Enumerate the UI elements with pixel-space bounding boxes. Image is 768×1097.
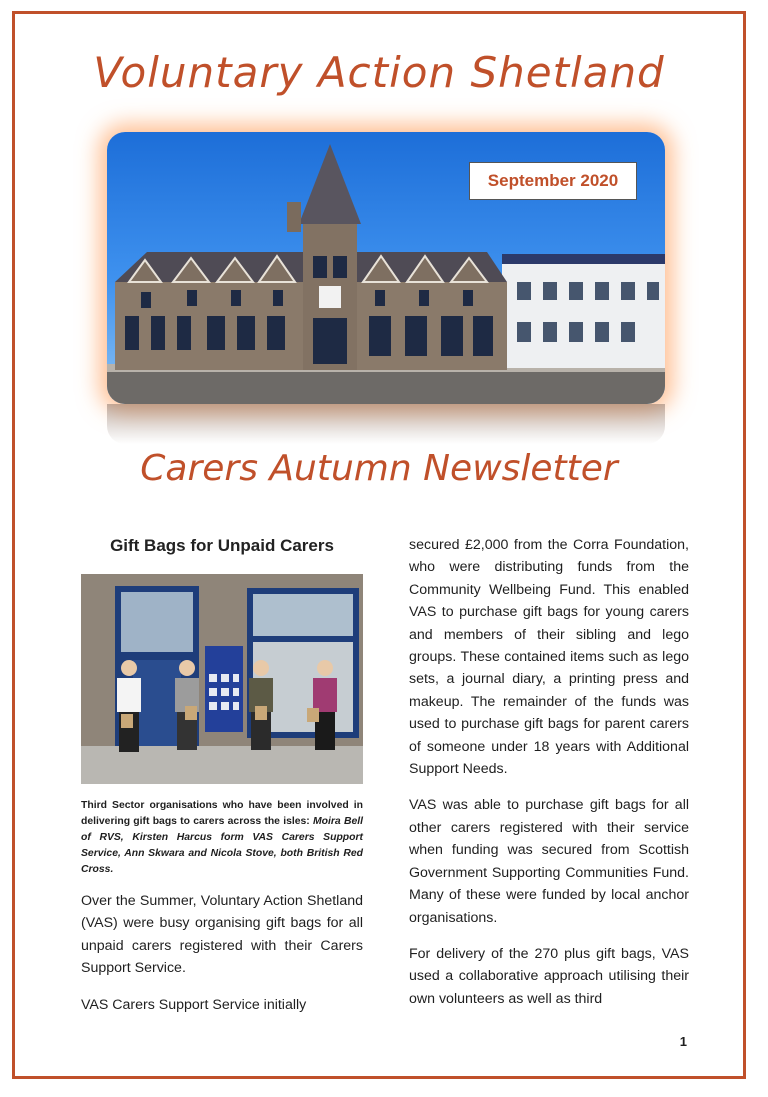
left-column [81,536,363,1030]
newsletter-subtitle: Carers Autumn Newsletter [140,448,618,489]
masthead-title: Voluntary Action Shetland [93,48,665,97]
issue-date-label: September 2020 [469,162,637,200]
right-paragraph-2: VAS was able to purchase gift bags for all other carers registered with their service when funding was secured from Scottish Government Supporting Communities Fund. Many of these were funded by local anchor organisations. [409,797,689,926]
volunteers-illustration [81,574,363,784]
hero-reflection [107,404,665,444]
article-title: Gift Bags for Unpaid Carers [110,536,334,555]
caption-text: Third Sector organisations who have been involved in delivering gift bags to carers across the isles: [81,800,363,827]
page-number: 1 [679,1034,687,1049]
photo-caption [81,798,363,878]
right-paragraph-3: For delivery of the 270 plus gift bags, VAS used a collaborative approach utilising their own volunteers as well as third [409,945,689,1007]
right-column [409,534,689,1024]
left-paragraph-1: Over the Summer, Voluntary Action Shetland (VAS) were busy organising gift bags for all unpaid carers registered with their Carers Support Service. [81,893,363,977]
right-paragraph-1: secured £2,000 from the Corra Foundation, who were distributing funds from the Community Wellbeing Fund. This enabled VAS to purchase gift bags for young carers and members of their sibling and lego groups. These contained items such as lego sets, a journal diary, a printing press and makeup. The remainder of the funds was used to purchase gift bags for parent carers of someone under 18 years with Additional Support Needs. [409,537,689,778]
page-frame [12,11,746,1079]
left-paragraph-2: VAS Carers Support Service initially [81,996,307,1013]
caption-names: Moira Bell of RVS, Kirsten Harcus form VAS Carers Support Service, Ann Skwara and Nicola Stove, both British Red Cross. [81,816,363,875]
hero-photo [107,132,665,404]
volunteers-photo [81,574,363,784]
